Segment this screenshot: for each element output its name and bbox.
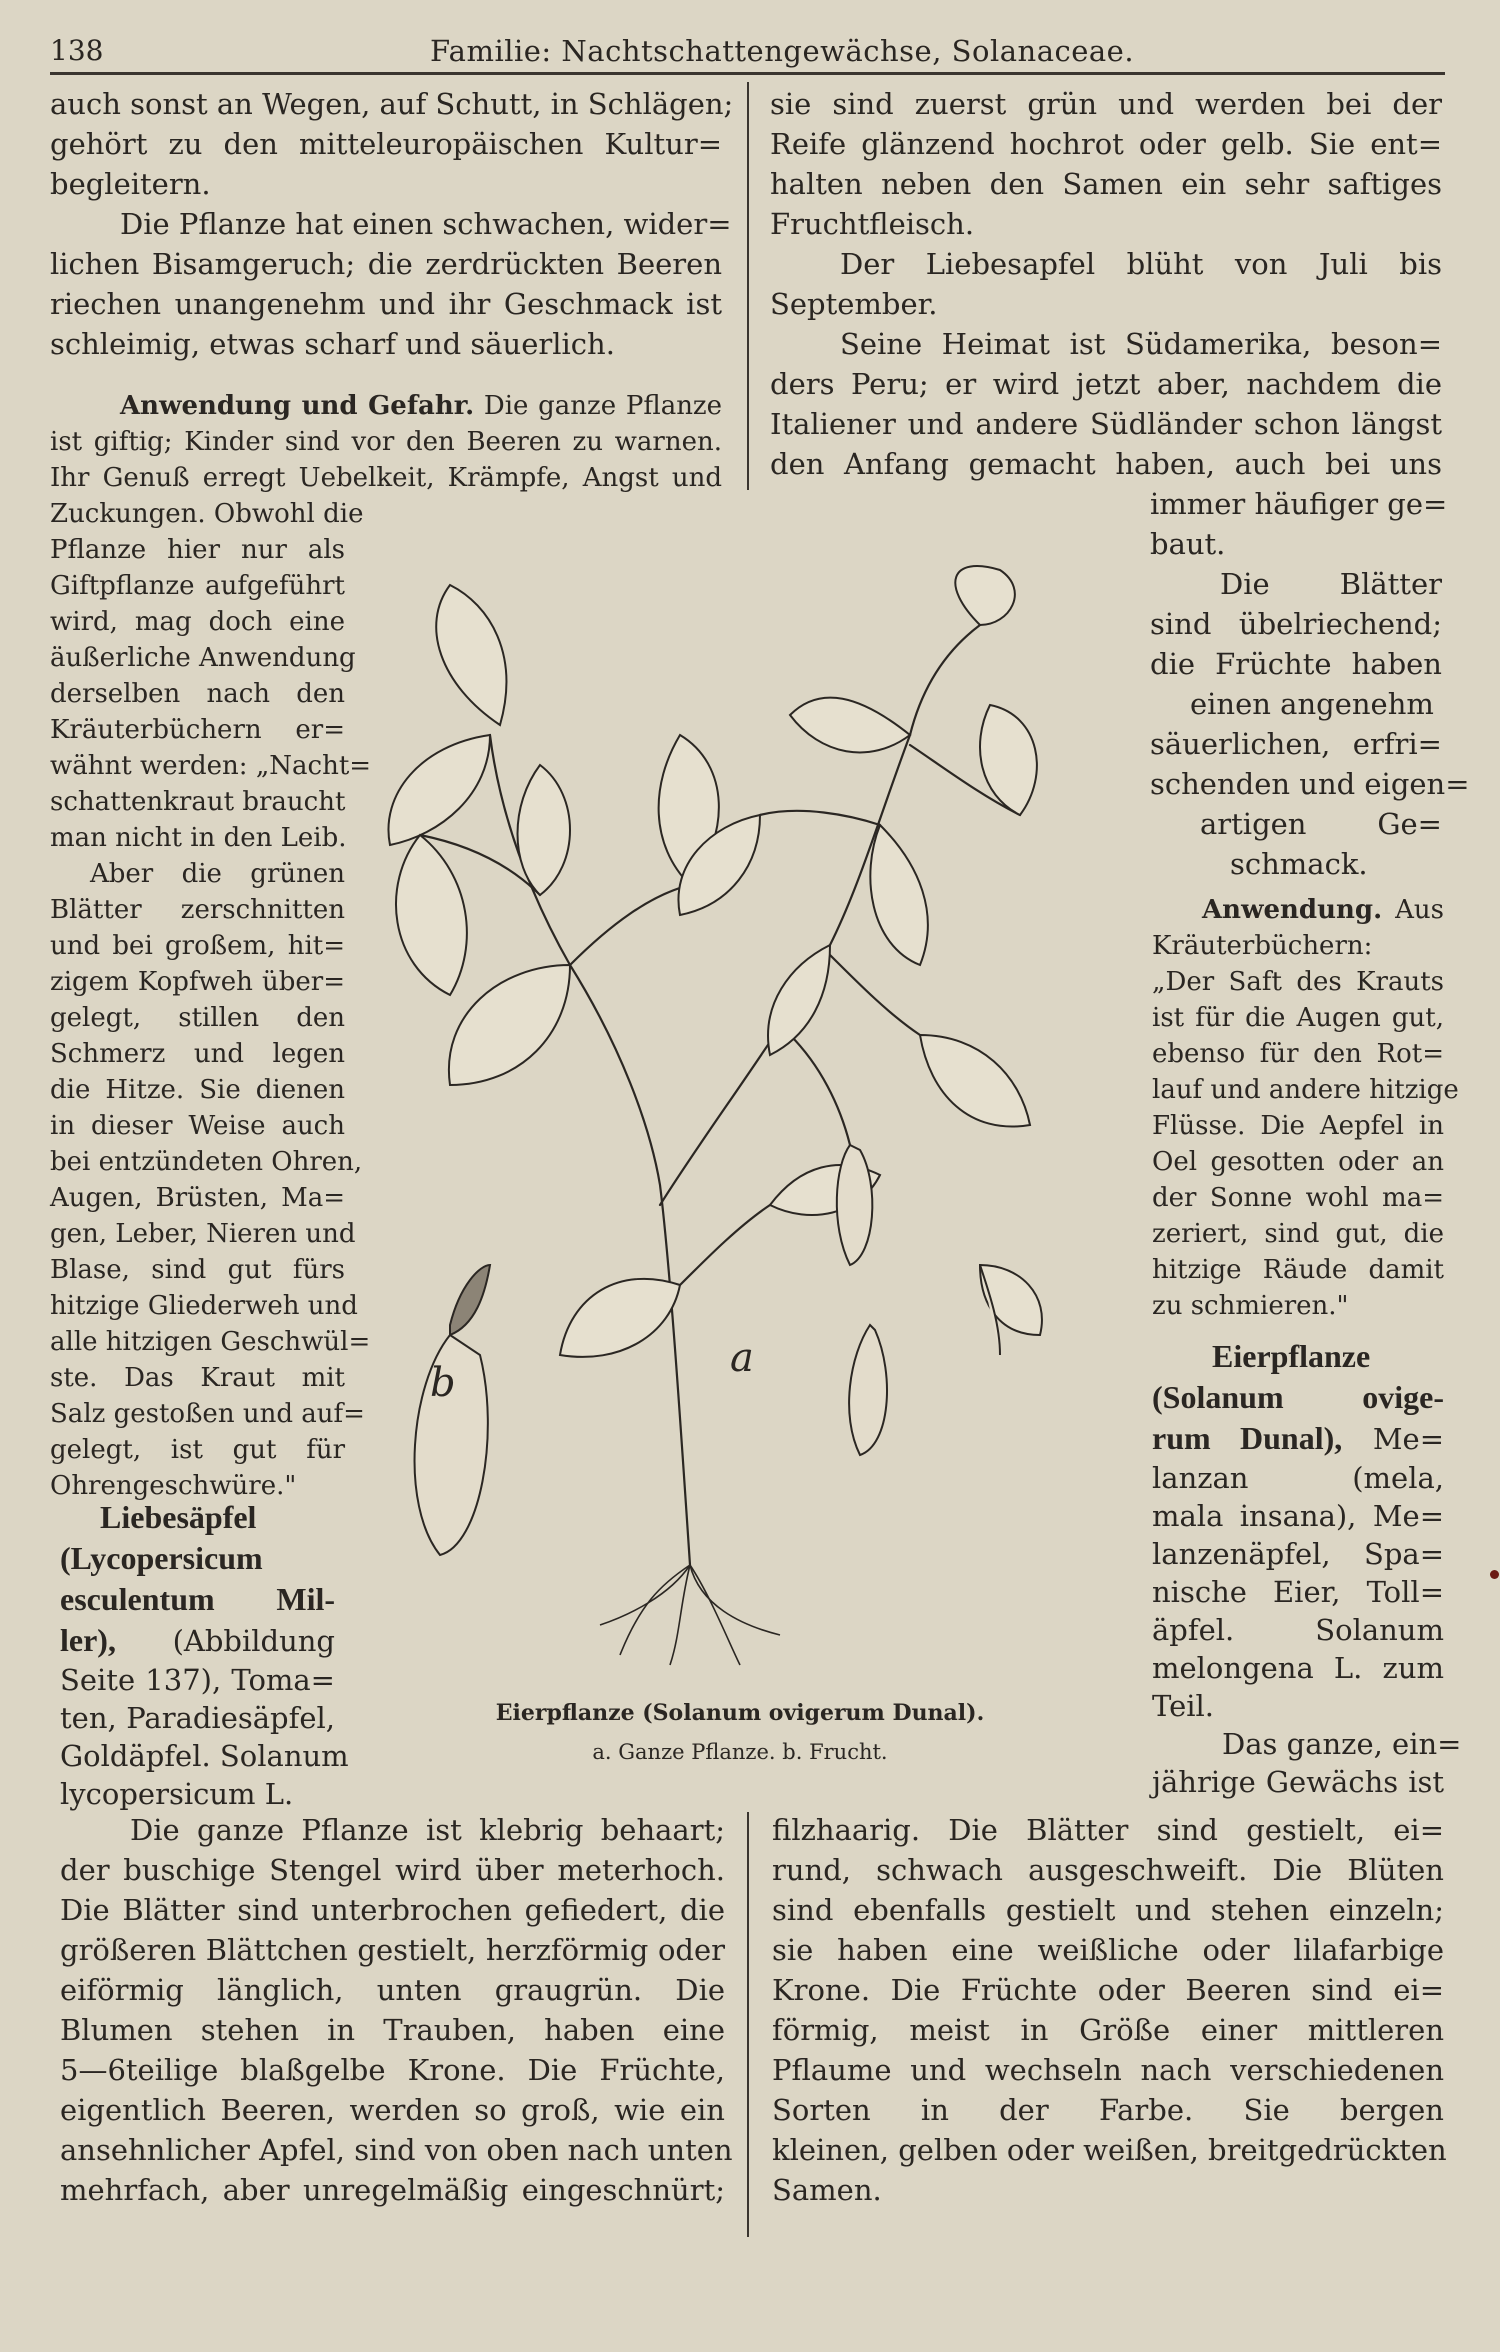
text-line: eiförmig länglich, unten graugrün. Die: [60, 1973, 725, 2007]
leaf: [518, 765, 571, 895]
text-line: zu schmieren.": [1152, 1291, 1349, 1321]
text-fragment: Aus: [1395, 895, 1444, 925]
entry-latin: ler),: [60, 1622, 116, 1658]
figure-label-b: b: [430, 1360, 456, 1406]
text-line: lauf und andere hitzige: [1152, 1075, 1459, 1105]
text-line: schleimig, etwas scharf und säuerlich.: [50, 327, 615, 361]
text-line: filzhaarig. Die Blätter sind gestielt, ei=: [772, 1813, 1444, 1847]
text-line: schattenkraut braucht: [50, 787, 346, 817]
branch: [760, 811, 880, 825]
text-line: wird, mag doch eine: [50, 607, 345, 637]
text-line: Reife glänzend hochrot oder gelb. Sie ent=: [770, 127, 1442, 161]
page-number: 138: [50, 34, 104, 67]
entry-latin: rum Dunal),: [1152, 1420, 1343, 1456]
text-line: ders Peru; er wird jetzt aber, nachdem die: [770, 367, 1442, 401]
text-line: Samen.: [772, 2173, 882, 2207]
plant-drawing: [380, 565, 1060, 1675]
text-line: [1152, 892, 1444, 928]
header-rule: [50, 72, 1445, 75]
text-line: in dieser Weise auch: [50, 1111, 345, 1141]
text-line: man nicht in den Leib.: [50, 823, 347, 853]
text-line: gen, Leber, Nieren und: [50, 1219, 356, 1249]
text-line: Zuckungen. Obwohl die: [50, 499, 364, 529]
text-line: Fruchtfleisch.: [770, 207, 975, 241]
text-line: Augen, Brüsten, Ma=: [50, 1183, 345, 1213]
text-line: gehört zu den mitteleuropäischen Kultur=: [50, 127, 722, 161]
text-line: hitzige Gliederweh und: [50, 1291, 358, 1321]
section-heading: Anwendung und Gefahr.: [120, 391, 475, 421]
text-line: nische Eier, Toll=: [1152, 1575, 1444, 1609]
text-line: hitzige Räude damit: [1152, 1255, 1444, 1285]
text-line: Ihr Genuß erregt Uebelkeit, Krämpfe, Angst und: [50, 463, 722, 493]
text-line: mehrfach, aber unregelmäßig eingeschnürt;: [60, 2173, 725, 2207]
leaf: [396, 835, 467, 995]
text-line: riechen unangenehm und ihr Geschmack ist: [50, 287, 722, 321]
text-line: ansehnlicher Apfel, sind von oben nach unten: [60, 2133, 733, 2167]
text-fragment: Me=: [1342, 1422, 1444, 1456]
text-line: förmig, meist in Größe einer mittleren: [772, 2013, 1444, 2047]
entry-latin: (Solanum ovige-: [1152, 1379, 1444, 1415]
text-line: lichen Bisamgeruch; die zerdrückten Beeren: [50, 247, 722, 281]
text-line: Kräuterbüchern er=: [50, 715, 345, 745]
text-line: wähnt werden: „Nacht=: [50, 751, 372, 781]
text-line: kleinen, gelben oder weißen, breitgedrückten: [772, 2133, 1447, 2167]
text-line: Pflaume und wechseln nach verschiedenen: [772, 2053, 1444, 2087]
text-line: zigem Kopfweh über=: [50, 967, 345, 997]
text-line: derselben nach den: [50, 679, 345, 709]
eggplant-fruit: [849, 1325, 887, 1455]
text-line: Salz gestoßen und auf=: [50, 1399, 365, 1429]
text-line: Schmerz und legen: [50, 1039, 345, 1069]
eierpflanze-entry: [1152, 1336, 1462, 1801]
text-fragment: Die ganze Pflanze: [483, 391, 723, 421]
text-line: Die Blätter sind unterbrochen gefiedert, die: [60, 1893, 725, 1927]
text-line: halten neben den Samen ein sehr saftiges: [770, 167, 1442, 201]
anwendung-section: [50, 388, 722, 496]
text-line: alle hitzigen Geschwül=: [50, 1327, 371, 1357]
section-heading: Anwendung.: [1202, 895, 1383, 925]
root: [690, 1565, 780, 1635]
text-line: zeriert, sind gut, die: [1152, 1219, 1444, 1249]
leaf: [560, 1279, 680, 1357]
text-line: Aber die grünen: [90, 859, 345, 889]
root: [690, 1565, 740, 1665]
text-line: den Anfang gemacht haben, auch bei uns: [770, 447, 1442, 481]
text-line: Die Blätter: [1220, 567, 1442, 601]
leaf: [920, 1035, 1030, 1127]
page-header: [50, 30, 1445, 70]
text-line: auch sonst an Wegen, auf Schutt, in Schlägen;: [50, 87, 734, 121]
text-line: Ohrengeschwüre.": [50, 1471, 297, 1501]
leaf: [768, 945, 830, 1055]
text-line: lycopersicum L.: [60, 1777, 294, 1811]
text-line: ist giftig; Kinder sind vor den Beeren zu warnen.: [50, 427, 722, 457]
entry-title: Eierpflanze: [1212, 1338, 1371, 1374]
text-line: Seite 137), Toma=: [60, 1663, 335, 1697]
text-line: Seine Heimat ist Südamerika, beson=: [840, 327, 1442, 361]
liebesaepfel-entry: [60, 1497, 349, 1813]
text-line: lanzenäpfel, Spa=: [1152, 1537, 1444, 1571]
text-line: Blätter zerschnitten: [50, 895, 345, 925]
text-line: der Sonne wohl ma=: [1152, 1183, 1444, 1213]
text-line: ste. Das Kraut mit: [50, 1363, 345, 1393]
branch: [790, 1035, 850, 1145]
text-line: Krone. Die Früchte oder Beeren sind ei=: [772, 1973, 1444, 2007]
text-line: [770, 244, 1442, 284]
text-line: einen angenehm: [1190, 687, 1434, 721]
text-line: schenden und eigen=: [1150, 767, 1470, 801]
right-narrow: [1150, 484, 1470, 884]
text-line: ten, Paradiesäpfel,: [60, 1701, 335, 1735]
text-line: Blase, sind gut fürs: [50, 1255, 345, 1285]
text-line: [60, 1620, 335, 1661]
text-line: sind übelriechend;: [1150, 607, 1442, 641]
text-line: Oel gesotten oder an: [1152, 1147, 1444, 1177]
root: [670, 1565, 690, 1665]
text-line: Flüsse. Die Aepfel in: [1152, 1111, 1444, 1141]
text-line: Kräuterbüchern:: [1152, 931, 1373, 961]
anwendung-narrow: [50, 496, 372, 1504]
running-title: Familie: Nachtschattengewächse, Solanaceae.: [430, 34, 1135, 68]
margin-mark: [1490, 1570, 1499, 1579]
text-line: Pflanze hier nur als: [50, 535, 345, 565]
text-line: die Hitze. Sie dienen: [50, 1075, 345, 1105]
entry-latin: (Lycopersicum: [60, 1540, 263, 1576]
text-line: immer häufiger ge=: [1150, 487, 1448, 521]
text-fragment: (Abbildung: [115, 1624, 335, 1658]
text-line: gelegt, ist gut für: [50, 1435, 345, 1465]
text-line: größeren Blättchen gestielt, herzförmig oder: [60, 1933, 725, 1967]
text-line: lanzan (mela,: [1152, 1461, 1444, 1495]
text-line: mala insana), Me=: [1152, 1499, 1444, 1533]
figure-caption: [480, 1700, 1000, 1764]
text-line: „Der Saft des Krauts: [1152, 967, 1444, 997]
leaf: [436, 585, 506, 725]
right-anwendung: [1152, 892, 1459, 1324]
text-fragment: Der Liebesapfel blüht von Juli bis: [840, 247, 1442, 281]
entry-title: Liebesäpfel: [100, 1499, 257, 1535]
right-intro: [770, 84, 1442, 484]
text-line: Das ganze, ein=: [1222, 1727, 1462, 1761]
text-line: der buschige Stengel wird über meterhoch.: [60, 1853, 725, 1887]
text-line: ist für die Augen gut,: [1152, 1003, 1444, 1033]
leaf: [870, 825, 928, 965]
text-line: artigen Ge=: [1200, 807, 1442, 841]
text-line: Giftpflanze aufgeführt: [50, 571, 345, 601]
text-line: Die ganze Pflanze ist klebrig behaart;: [130, 1813, 725, 1847]
text-line: Blumen stehen in Trauben, haben eine: [60, 2013, 725, 2047]
leaf: [388, 735, 490, 845]
text-line: die Früchte haben: [1150, 647, 1442, 681]
text-line: rund, schwach ausgeschweift. Die Blüten: [772, 1853, 1444, 1887]
bottom-right-text: [772, 1810, 1447, 2210]
text-line: eigentlich Beeren, werden so groß, wie ein: [60, 2093, 725, 2127]
branch: [570, 885, 690, 965]
text-line: Italiener und andere Südländer schon längst: [770, 407, 1442, 441]
figure-label-a: a: [730, 1335, 754, 1381]
leaf: [790, 698, 910, 753]
leaf: [955, 566, 1015, 625]
text-line: säuerlichen, erfri=: [1150, 727, 1442, 761]
text-line: September.: [770, 287, 938, 321]
text-line: Goldäpfel. Solanum: [60, 1739, 349, 1773]
text-line: Die Pflanze hat einen schwachen, wider=: [120, 207, 732, 241]
text-line: Teil.: [1152, 1689, 1215, 1723]
column-divider-bottom: [747, 1812, 749, 2237]
text-line: sind ebenfalls gestielt und stehen einzeln;: [772, 1893, 1444, 1927]
leaf: [449, 965, 570, 1085]
text-line: baut.: [1150, 527, 1226, 561]
text-line: ebenso für den Rot=: [1152, 1039, 1444, 1069]
text-line: sie haben eine weißliche oder lilafarbige: [772, 1933, 1444, 1967]
text-line: bei entzündeten Ohren,: [50, 1147, 363, 1177]
text-line: melongena L. zum: [1152, 1651, 1444, 1685]
text-line: Sorten in der Farbe. Sie bergen: [772, 2093, 1444, 2127]
bottom-left-text: [60, 1810, 733, 2210]
text-line: begleitern.: [50, 167, 211, 201]
entry-latin: esculentum Mil-: [60, 1581, 335, 1617]
branch: [830, 955, 920, 1035]
caption-sub: a. Ganze Pflanze. b. Frucht.: [592, 1740, 888, 1764]
text-line: 5—6teilige blaßgelbe Krone. Die Früchte,: [60, 2053, 725, 2087]
text-line: äußerliche Anwendung: [50, 643, 356, 673]
text-line: jährige Gewächs ist: [1152, 1765, 1444, 1799]
text-line: und bei großem, hit=: [50, 931, 345, 961]
text-line: gelegt, stillen den: [50, 1003, 345, 1033]
branch: [680, 1205, 770, 1285]
eggplant-illustration: [380, 565, 1060, 1675]
fruit-calyx: [450, 1265, 490, 1335]
text-line: sie sind zuerst grün und werden bei der: [770, 87, 1442, 121]
caption-title: Eierpflanze (Solanum ovigerum Dunal).: [495, 1700, 985, 1726]
eggplant-fruit: [837, 1145, 873, 1265]
text-line: schmack.: [1230, 847, 1368, 881]
text-line: äpfel. Solanum: [1152, 1613, 1444, 1647]
text-line: [1152, 1418, 1444, 1459]
text-line: [50, 388, 722, 424]
column-divider-top: [747, 82, 749, 490]
left-intro: [50, 84, 734, 364]
